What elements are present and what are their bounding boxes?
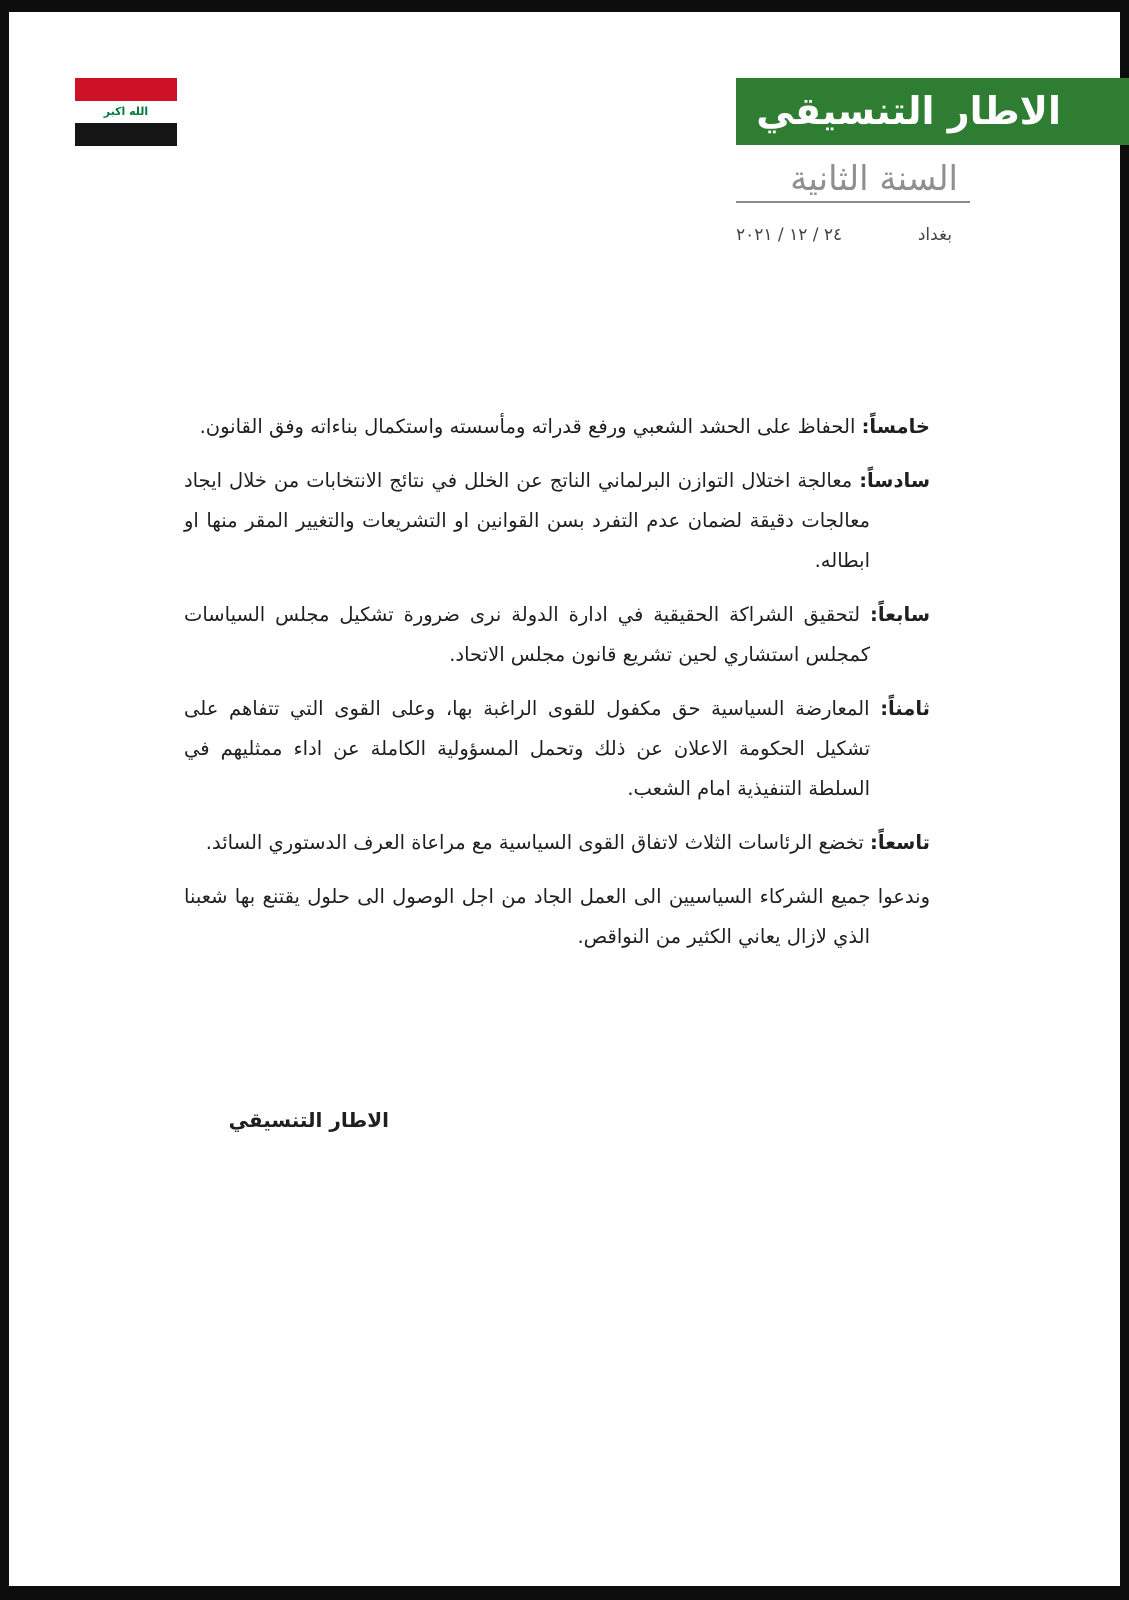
paragraph-text: الحفاظ على الحشد الشعبي ورفع قدراته ومأسسته واستكمال بناءاته وفق القانون. bbox=[199, 415, 862, 438]
flag-black-band bbox=[75, 123, 177, 146]
paragraph-lead: سادساً: bbox=[859, 469, 930, 492]
paragraph-lead: تاسعاً: bbox=[870, 831, 930, 854]
city-label: بغداد bbox=[917, 225, 952, 245]
year-subtitle: السنة الثانية bbox=[736, 155, 970, 203]
paragraph-lead: سابعاً: bbox=[870, 603, 930, 626]
signature: الاطار التنسيقي bbox=[228, 1108, 389, 1132]
paragraph-closing bbox=[184, 877, 930, 957]
paragraph-lead: ثامناً: bbox=[880, 697, 930, 720]
document-page bbox=[9, 12, 1120, 1586]
flag-white-band bbox=[75, 101, 177, 124]
dateline bbox=[736, 222, 952, 248]
paragraph-text: لتحقيق الشراكة الحقيقية في ادارة الدولة نرى ضرورة تشكيل مجلس السياسات كمجلس استشاري لحين تشريع قانون مجلس الاتحاد. bbox=[184, 603, 871, 666]
paragraph-fifth bbox=[184, 407, 930, 447]
flag-takbir-text: الله اكبر bbox=[103, 104, 149, 118]
paragraph-ninth bbox=[184, 823, 930, 863]
paragraph-lead: خامساً: bbox=[861, 415, 930, 438]
paragraph-text: معالجة اختلال التوازن البرلماني الناتج عن الخلل في نتائج الانتخابات من خلال ايجاد معالجات دقيقة لضمان عدم التفرد بسن القوانين او التشريعات والتغيير المقر منها او ابطاله. bbox=[184, 469, 870, 572]
paragraph-eighth bbox=[184, 689, 930, 809]
brand-title: الاطار التنسيقي bbox=[736, 78, 1129, 145]
paragraph-text: تخضع الرئاسات الثلاث لاتفاق القوى السياسية مع مراعاة العرف الدستوري السائد. bbox=[205, 831, 871, 854]
paragraph-text: وندعوا جميع الشركاء السياسيين الى العمل الجاد من اجل الوصول الى حلول يقتنع بها شعبنا الذي لازال يعاني الكثير من النواقص. bbox=[184, 885, 930, 948]
paragraph-seventh bbox=[184, 595, 930, 675]
document-body bbox=[184, 407, 930, 971]
paragraph-sixth bbox=[184, 461, 930, 581]
date-value: ٢٤ / ١٢ / ٢٠٢١ bbox=[736, 225, 843, 245]
paragraph-text: المعارضة السياسية حق مكفول للقوى الراغبة بها، وعلى القوى التي تتفاهم على تشكيل الحكومة الاعلان عن ذلك وتحمل المسؤولية الكاملة عن اداء ممثليهم في السلطة التنفيذية امام الشعب. bbox=[184, 697, 881, 800]
flag-red-band bbox=[75, 78, 177, 101]
iraq-flag-icon bbox=[75, 78, 177, 146]
